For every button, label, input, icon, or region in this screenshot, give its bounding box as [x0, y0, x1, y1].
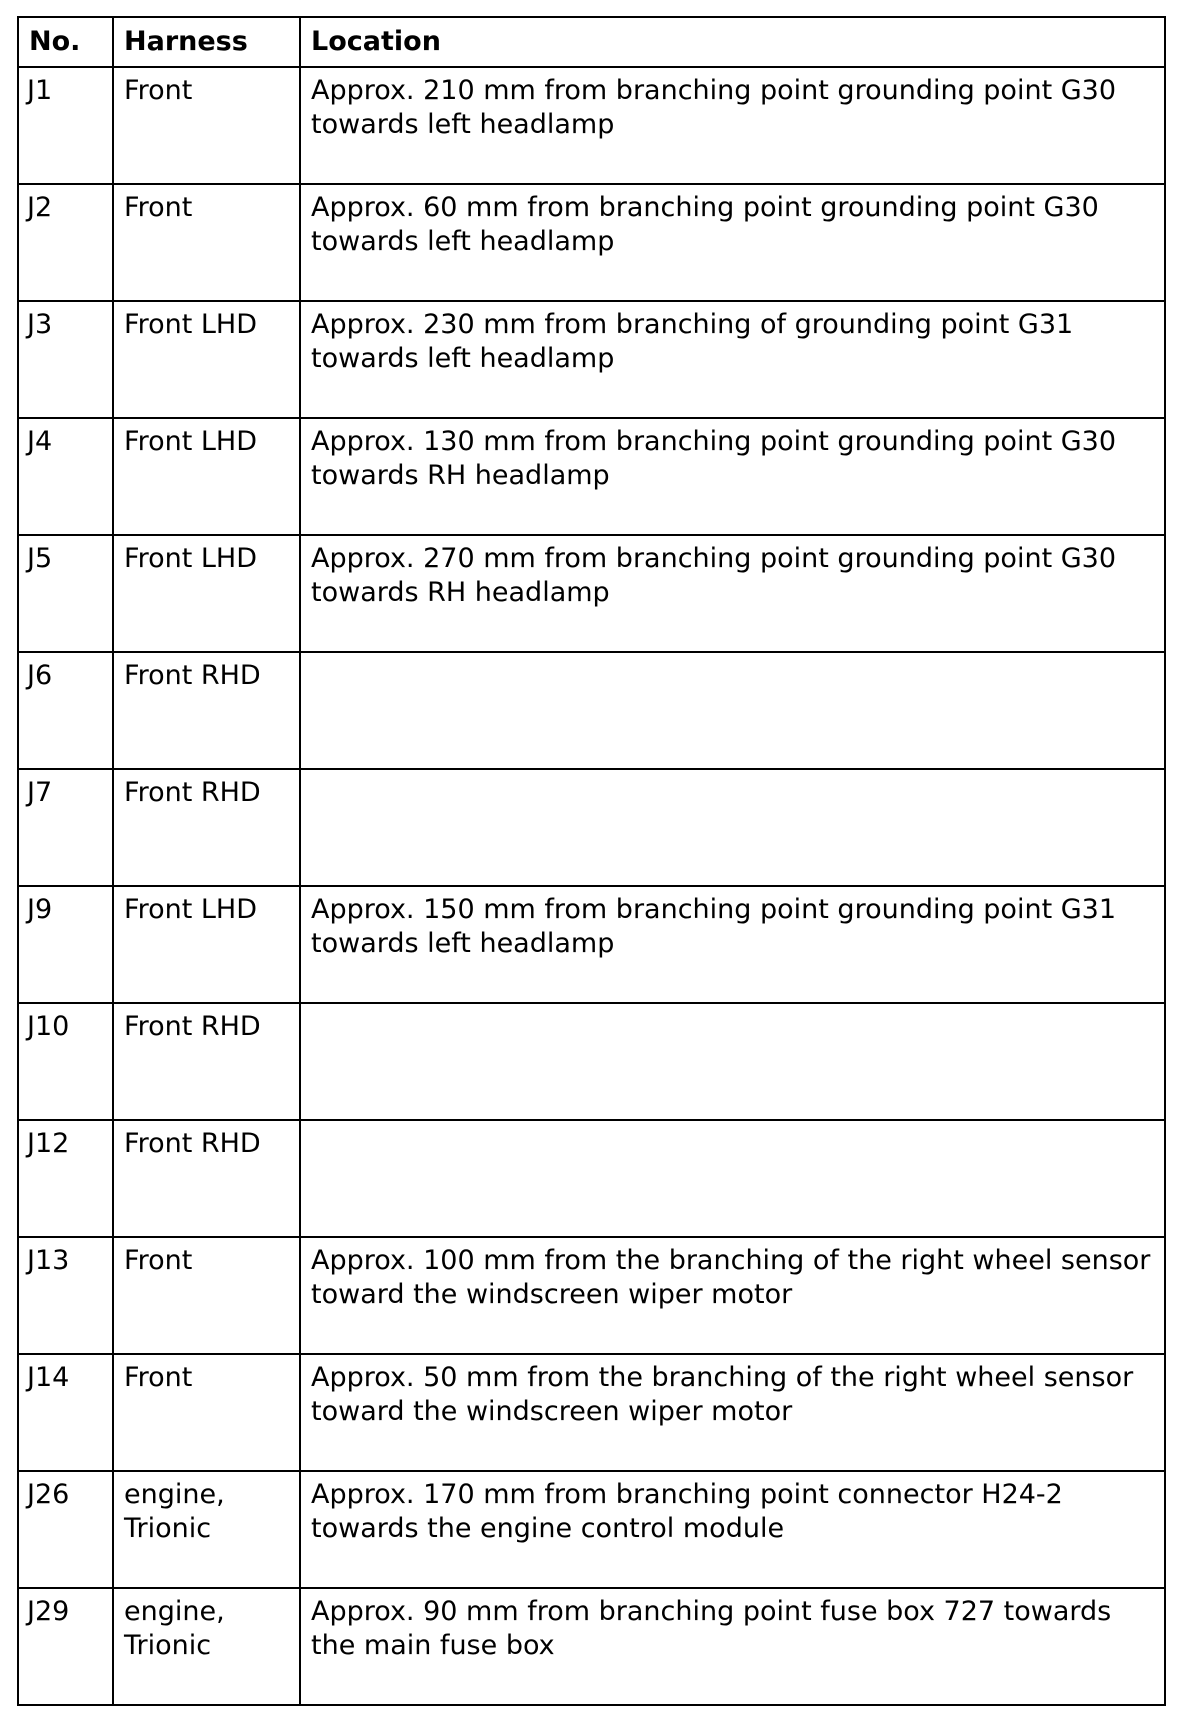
- splice-location-sheet: [17, 16, 1164, 1706]
- cell-harness: engine, Trionic: [113, 1471, 300, 1588]
- cell-location: Approx. 60 mm from branching point grounding point G30 towards left headlamp: [300, 184, 1165, 301]
- cell-harness: engine, Trionic: [113, 1588, 300, 1705]
- cell-no: J26: [18, 1471, 113, 1588]
- cell-no: J7: [18, 769, 113, 886]
- cell-harness: Front: [113, 184, 300, 301]
- cell-location: Approx. 50 mm from the branching of the right wheel sensor toward the windscreen wiper motor: [300, 1354, 1165, 1471]
- table-row: [18, 1471, 1165, 1588]
- table-row: [18, 301, 1165, 418]
- cell-location: Approx. 90 mm from branching point fuse box 727 towards the main fuse box: [300, 1588, 1165, 1705]
- cell-harness: Front LHD: [113, 418, 300, 535]
- cell-no: J29: [18, 1588, 113, 1705]
- splice-location-table: [17, 16, 1166, 1706]
- cell-no: J13: [18, 1237, 113, 1354]
- cell-harness: Front: [113, 67, 300, 184]
- cell-no: J12: [18, 1120, 113, 1237]
- cell-location: [300, 1003, 1165, 1120]
- cell-harness: Front RHD: [113, 769, 300, 886]
- table-row: [18, 1003, 1165, 1120]
- cell-no: J3: [18, 301, 113, 418]
- table-row: [18, 886, 1165, 1003]
- cell-harness: Front LHD: [113, 301, 300, 418]
- table-row: [18, 1354, 1165, 1471]
- cell-no: J14: [18, 1354, 113, 1471]
- cell-harness: Front LHD: [113, 886, 300, 1003]
- cell-location: Approx. 130 mm from branching point grounding point G30 towards RH headlamp: [300, 418, 1165, 535]
- cell-harness: Front: [113, 1237, 300, 1354]
- cell-location: [300, 769, 1165, 886]
- cell-location: Approx. 170 mm from branching point connector H24-2 towards the engine control module: [300, 1471, 1165, 1588]
- table-row: [18, 535, 1165, 652]
- table-header-row: [18, 17, 1165, 67]
- cell-location: Approx. 210 mm from branching point grounding point G30 towards left headlamp: [300, 67, 1165, 184]
- cell-no: J10: [18, 1003, 113, 1120]
- cell-location: [300, 652, 1165, 769]
- cell-location: Approx. 100 mm from the branching of the right wheel sensor toward the windscreen wiper motor: [300, 1237, 1165, 1354]
- table-row: [18, 652, 1165, 769]
- cell-no: J6: [18, 652, 113, 769]
- cell-harness: Front RHD: [113, 1003, 300, 1120]
- cell-no: J4: [18, 418, 113, 535]
- table-row: [18, 184, 1165, 301]
- table-row: [18, 418, 1165, 535]
- cell-harness: Front RHD: [113, 652, 300, 769]
- table-body: [18, 67, 1165, 1705]
- column-header-no: No.: [18, 17, 113, 67]
- table-row: [18, 1588, 1165, 1705]
- cell-no: J2: [18, 184, 113, 301]
- cell-location: Approx. 270 mm from branching point grounding point G30 towards RH headlamp: [300, 535, 1165, 652]
- table-row: [18, 1120, 1165, 1237]
- cell-no: J5: [18, 535, 113, 652]
- column-header-harness: Harness: [113, 17, 300, 67]
- cell-location: Approx. 230 mm from branching of grounding point G31 towards left headlamp: [300, 301, 1165, 418]
- cell-location: [300, 1120, 1165, 1237]
- cell-no: J1: [18, 67, 113, 184]
- table-row: [18, 67, 1165, 184]
- cell-no: J9: [18, 886, 113, 1003]
- cell-harness: Front RHD: [113, 1120, 300, 1237]
- cell-location: Approx. 150 mm from branching point grounding point G31 towards left headlamp: [300, 886, 1165, 1003]
- cell-harness: Front LHD: [113, 535, 300, 652]
- column-header-location: Location: [300, 17, 1165, 67]
- table-row: [18, 769, 1165, 886]
- table-row: [18, 1237, 1165, 1354]
- cell-harness: Front: [113, 1354, 300, 1471]
